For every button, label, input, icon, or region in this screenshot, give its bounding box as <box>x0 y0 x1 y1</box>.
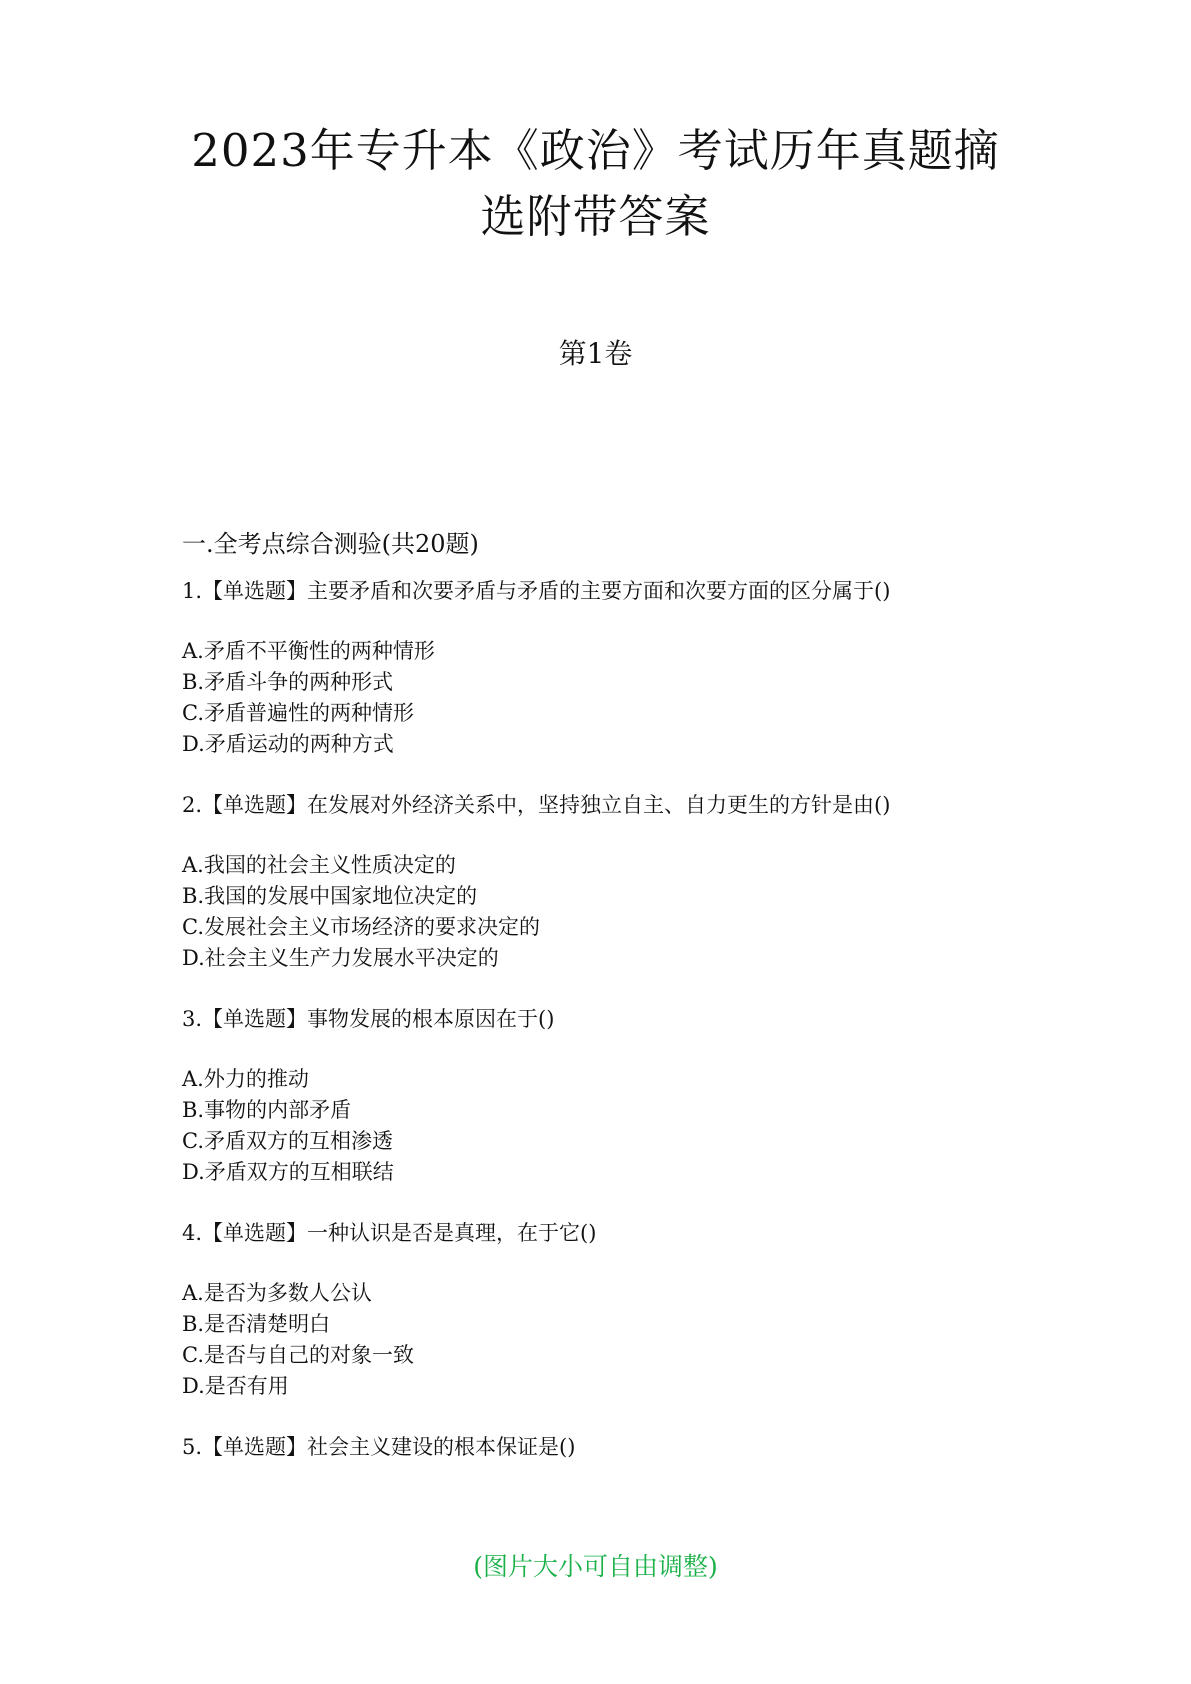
option-b: B.矛盾斗争的两种形式 <box>182 670 394 694</box>
title-line-2: 选附带答案 <box>480 190 711 243</box>
option-list <box>182 850 1062 974</box>
question-1 <box>182 576 1062 760</box>
question-text: 5.【单选题】社会主义建设的根本保证是() <box>182 1435 576 1459</box>
question-3 <box>182 1004 1062 1188</box>
question-section <box>182 527 1062 1492</box>
option-b: B.事物的内部矛盾 <box>182 1098 352 1122</box>
question-text: 1.【单选题】主要矛盾和次要矛盾与矛盾的主要方面和次要方面的区分属于() <box>182 579 891 603</box>
question-2 <box>182 790 1062 974</box>
question-text: 2.【单选题】在发展对外经济关系中，坚持独立自主、自力更生的方针是由() <box>182 793 891 817</box>
title-line-1: 2023年专升本《政治》考试历年真题摘 <box>191 124 1000 177</box>
option-b: B.我国的发展中国家地位决定的 <box>182 884 478 908</box>
section-heading: 一.全考点综合测验(共20题) <box>182 530 479 558</box>
option-a: A.外力的推动 <box>182 1067 309 1091</box>
question-4 <box>182 1218 1062 1402</box>
option-a: A.矛盾不平衡性的两种情形 <box>182 639 435 663</box>
option-d: D.矛盾双方的互相联结 <box>182 1160 394 1184</box>
option-c: C.矛盾双方的互相渗透 <box>182 1129 393 1153</box>
question-text: 3.【单选题】事物发展的根本原因在于() <box>182 1007 555 1031</box>
question-text: 4.【单选题】一种认识是否是真理，在于它() <box>182 1221 597 1245</box>
question-5 <box>182 1432 1062 1462</box>
document-title <box>120 118 1071 250</box>
option-a: A.我国的社会主义性质决定的 <box>182 853 456 877</box>
option-d: D.矛盾运动的两种方式 <box>182 732 394 756</box>
option-d: D.社会主义生产力发展水平决定的 <box>182 946 499 970</box>
option-c: C.是否与自己的对象一致 <box>182 1343 414 1367</box>
image-resize-note: (图片大小可自由调整) <box>473 1552 718 1581</box>
option-list <box>182 1278 1062 1402</box>
option-c: C.发展社会主义市场经济的要求决定的 <box>182 915 540 939</box>
option-d: D.是否有用 <box>182 1374 289 1398</box>
option-b: B.是否清楚明白 <box>182 1312 331 1336</box>
option-list <box>182 1064 1062 1188</box>
option-list <box>182 636 1062 760</box>
option-c: C.矛盾普遍性的两种情形 <box>182 701 414 725</box>
option-a: A.是否为多数人公认 <box>182 1281 372 1305</box>
volume-label: 第1卷 <box>558 337 633 370</box>
